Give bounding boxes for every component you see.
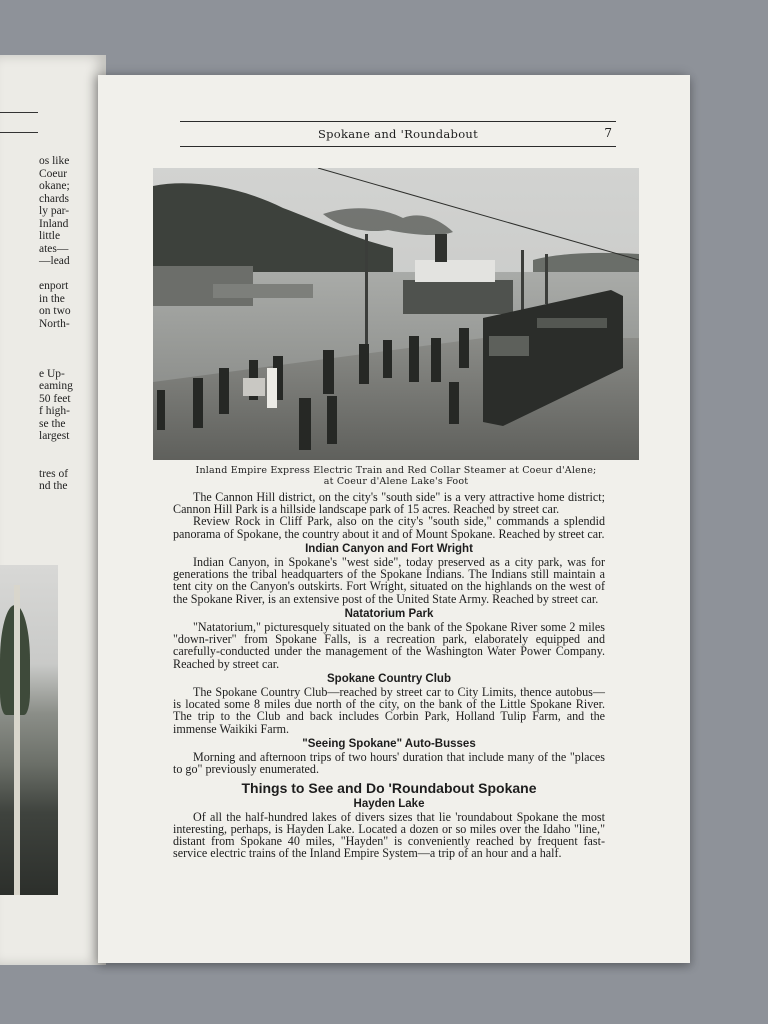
lady-white-dress (267, 368, 277, 408)
paragraph-cannon-hill: The Cannon Hill district, on the city's "south side" is a very attractive home district; Cannon Hill Park is a hillside landscape park of 15 acres. Reached by street car. (173, 490, 605, 517)
left-page-photo (0, 565, 58, 895)
left-header-rule (0, 112, 38, 113)
pole-shape (14, 585, 20, 895)
left-page-line: in the (39, 292, 65, 305)
left-page-line: ates— (39, 242, 69, 255)
train-windows (489, 336, 529, 356)
left-page-line: nd the (39, 480, 68, 492)
left-page-line: North- (39, 317, 70, 330)
section-title-things-to-see: Things to See and Do 'Roundabout Spokane (241, 780, 537, 797)
photo-caption (153, 465, 639, 487)
steamer-hull (403, 280, 513, 314)
telegraph-pole (521, 250, 524, 310)
paragraph-seeing-spokane: Morning and afternoon trips of two hours' duration that include many of the "places to go" previously enumerated. (173, 750, 605, 777)
paragraph-indian-canyon: Indian Canyon, in Spokane's "west side", today preserved as a city park, was for generations the tribal headquarters of the Spokane Indians. The Indians still maintain a tent city on the Canyon's outskirts. Fort Wright, situated on the highlands on the west of the Spokane River, is an extensive post of the United State Army. Reached by street car. (173, 555, 605, 606)
paragraph-review-rock: Review Rock in Cliff Park, also on the city's "south side," commands a splendid panorama of Spokane, the country about it and of Mount Spokane. Reached by street car. (173, 514, 605, 541)
left-page-line: little (39, 230, 61, 242)
heading-indian-canyon: Indian Canyon and Fort Wright (305, 542, 473, 555)
left-page-line: se the (39, 417, 66, 430)
running-header (180, 121, 616, 147)
caption-line-1: Inland Empire Express Electric Train and Red Collar Steamer at Coeur d'Alene; (195, 465, 597, 476)
left-page-line: f high- (39, 405, 70, 417)
running-header-title: Spokane and 'Roundabout (317, 127, 479, 141)
left-facing-page (0, 55, 106, 965)
heading-hayden-lake: Hayden Lake (353, 797, 425, 810)
halftone-photograph (153, 168, 639, 460)
paragraph-natatorium: "Natatorium," picturesquely situated on the bank of the Spokane River some 2 miles "down-river" from Spokane Falls, is a recreation park, elaborately equipped and carefully-conducted under the management of the Washington Water Power Company. Reached by street car. (173, 620, 605, 671)
left-page-line: eaming (39, 380, 73, 392)
left-page-line: chards (39, 192, 70, 205)
left-page-line: Inland (39, 217, 69, 230)
left-page-line: largest (39, 430, 70, 442)
paragraph-country-club: The Spokane Country Club—reached by street car to City Limits, thence autobus—is located some 8 miles due north of the city, on the bank of the Little Spokane River. The trip to the Club and back includes Corbin Park, Holland Tulip Farm, and the immense Waikiki Farm. (173, 685, 605, 736)
wagon (243, 378, 265, 396)
left-page-line: —lead (39, 255, 70, 267)
left-page-line: os like (39, 155, 70, 167)
paragraph-hayden-lake: Of all the half-hundred lakes of divers sizes that lie 'roundabout Spokane the most interesting, perhaps, is Hayden Lake. Located a dozen or so miles over the Idaho "line," distant from Spokane 40 miles, "Hayden" is conveniently reached by frequent fast-service electric trains of the Inland Empire System—a trip of an hour and a half. (173, 809, 605, 861)
body-text (173, 491, 605, 860)
train-windows (537, 318, 607, 328)
left-page-line: enport (39, 280, 69, 292)
left-page-line: tres of (39, 467, 69, 480)
caption-line-2: at Coeur d'Alene Lake's Foot (323, 476, 469, 487)
pier (213, 284, 313, 298)
photo-illustration (153, 168, 639, 460)
telegraph-pole (365, 234, 368, 344)
left-page-line: ly par- (39, 205, 70, 217)
steamer-deck (415, 260, 495, 282)
heading-seeing-spokane: "Seeing Spokane" Auto-Busses (302, 737, 476, 750)
left-page-line: Coeur (39, 167, 68, 180)
heading-natatorium: Natatorium Park (344, 607, 434, 620)
telegraph-pole (545, 254, 548, 304)
left-page-line: e Up- (39, 367, 65, 380)
heading-country-club: Spokane Country Club (327, 672, 451, 685)
steamer-smokestack (435, 234, 447, 262)
left-page-line: okane; (39, 180, 70, 192)
book-page (98, 75, 690, 963)
left-page-line: on two (39, 305, 71, 317)
left-header-rule (0, 132, 38, 133)
page-number: 7 (604, 126, 612, 140)
left-page-line: 50 feet (39, 392, 71, 405)
